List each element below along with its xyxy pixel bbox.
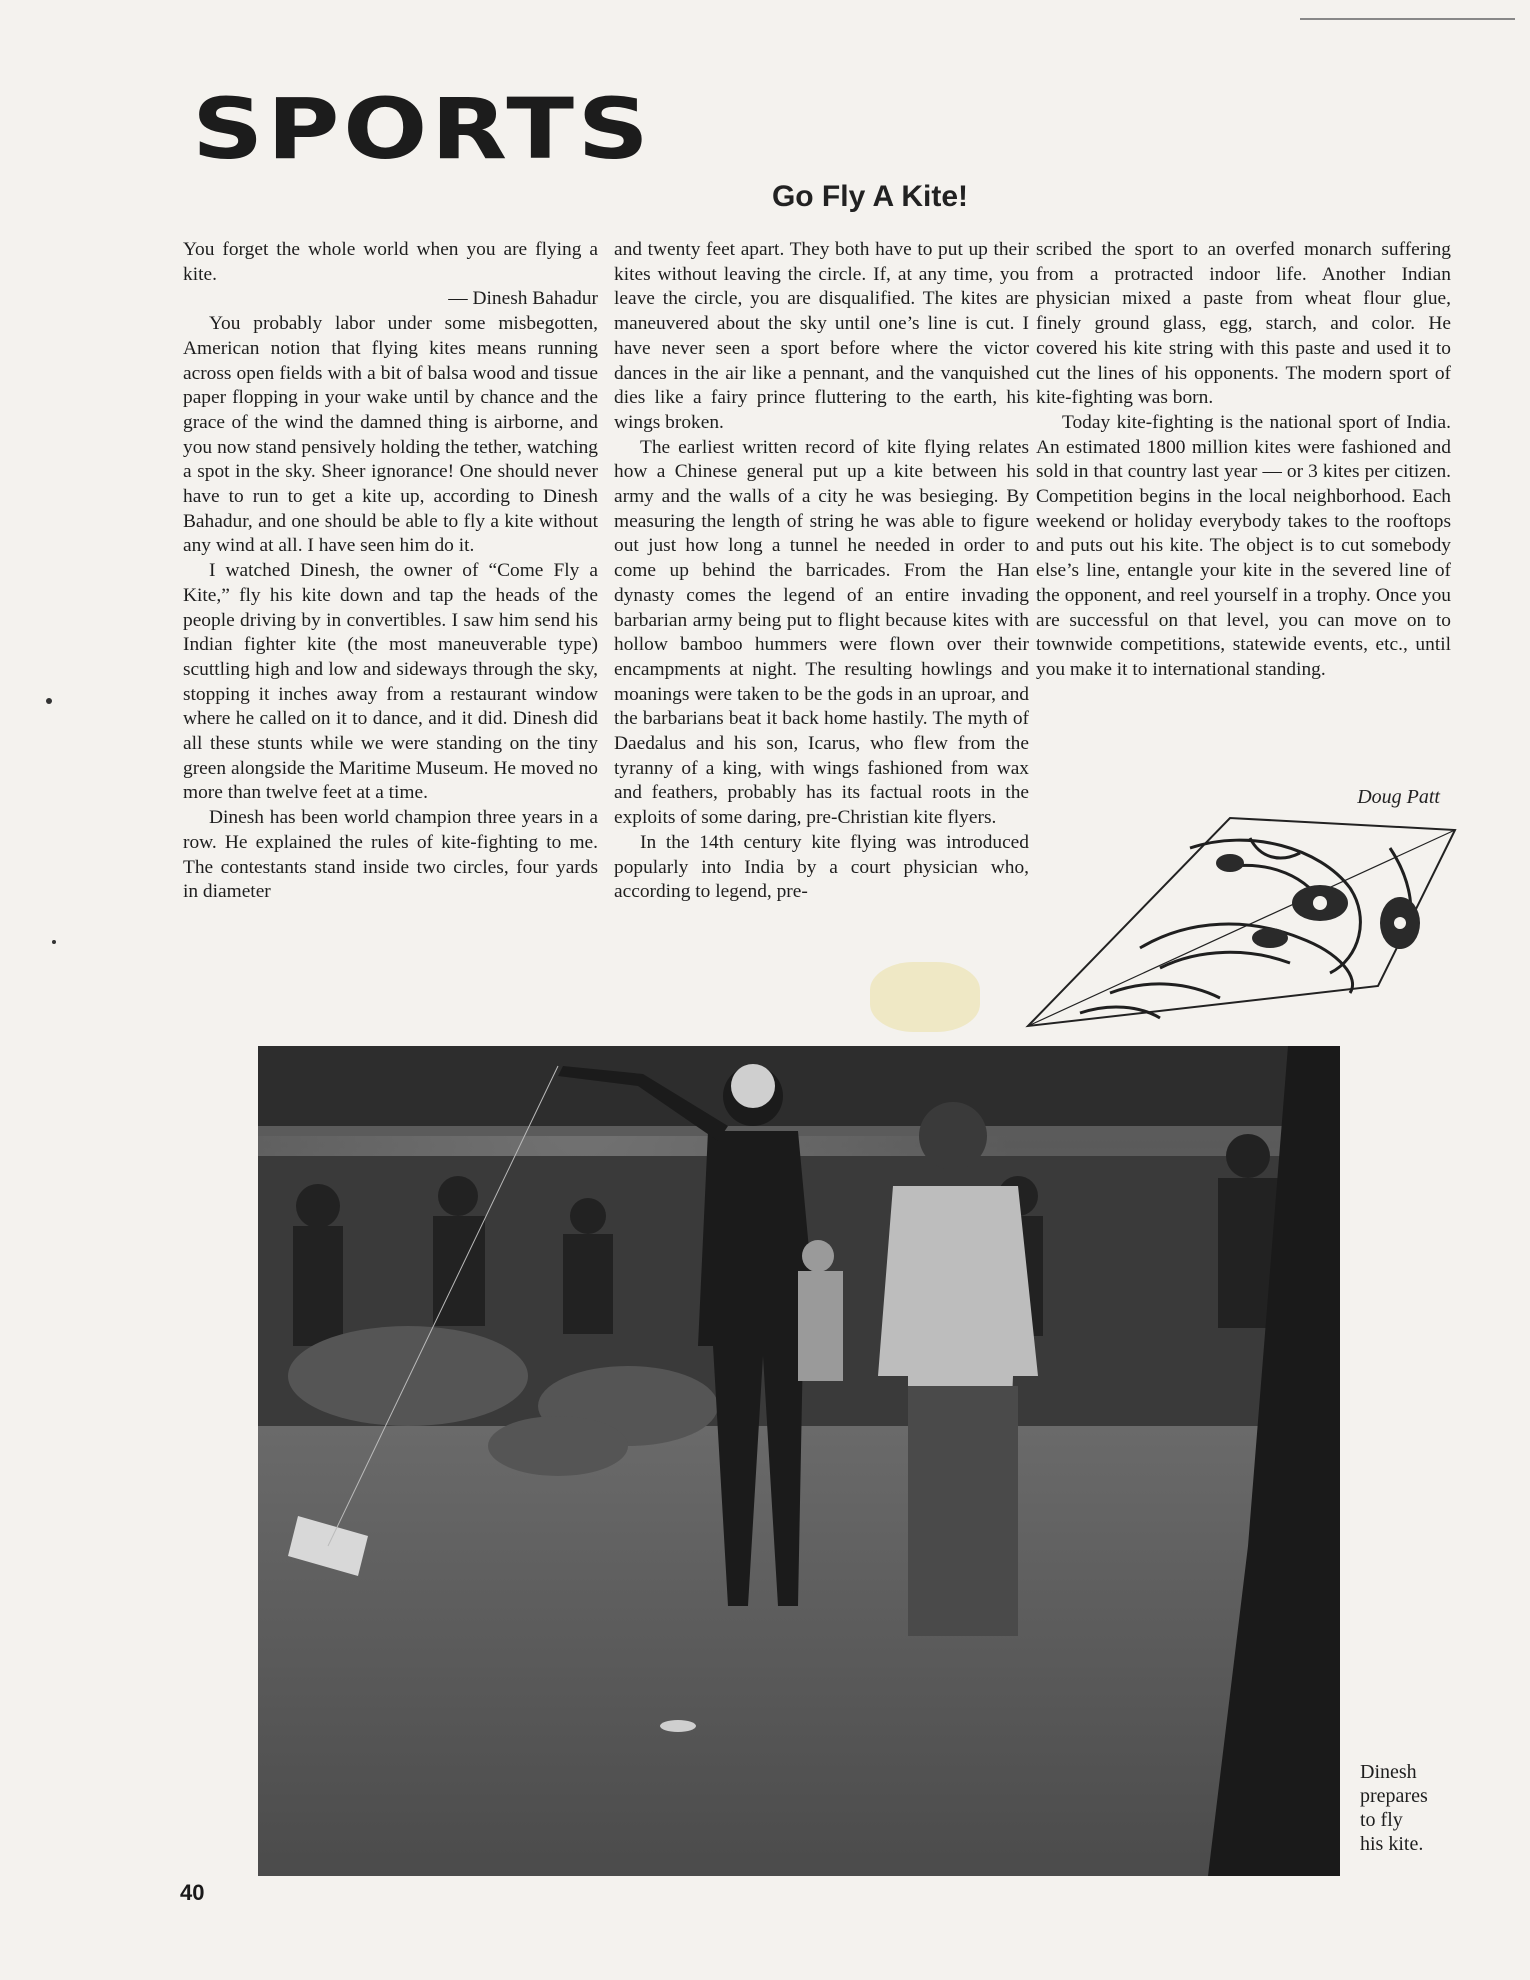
article-paragraph: You probably labor under some misbegotten, American notion that flying kites means running across open fields with a bit of balsa wood and tissue paper flopping in your wake until by chance and the grace of the wind the damned thing is airborne, and you now stand pensively holding the tether, watching a spot in the sky. Sheer ignorance! One should never have to run to get a kite up, according to Dinesh Bahadur, and one should be able to fly a kite without any wind at all. I have seen him do it. <box>183 313 598 557</box>
article-paragraph: I watched Dinesh, the owner of “Come Fly a Kite,” fly his kite down and tap the heads of the people driving by in convertibles. I saw him send his Indian fighter kite (the most maneuverable type) scuttling high and low and sideways through the sky, stopping it inches away from a restaurant window where he called on it to dance, and it did. Dinesh did all these stunts while we were standing on the tiny green alongside the Maritime Museum. He moved no more than twelve feet at a time. <box>183 560 598 804</box>
article-title: Go Fly A Kite! <box>771 180 969 213</box>
caption-line: to fly <box>1360 1809 1403 1831</box>
fighter-kite-illustration <box>1020 808 1480 1043</box>
caption-line: prepares <box>1360 1785 1428 1807</box>
photo-caption <box>1360 1760 1480 1856</box>
photo-scene <box>258 1046 1340 1876</box>
article-paragraph: scribed the sport to an overfed monarch suffering from a protracted indoor life. Another Indian physician mixed a paste from wheat flour glue, finely ground glass, egg, starch, and color. He covered his kite string with this paste and used it to cut the lines of his opponents. The modern sport of kite-fighting was born. <box>1036 239 1451 409</box>
paper-stain <box>870 962 980 1032</box>
article-column-3 <box>1036 238 1451 683</box>
article-paragraph: Dinesh has been world champion three years in a row. He explained the rules of kite-fighting to me. The contestants stand inside two circles, four yards in diameter <box>183 807 598 903</box>
article-paragraph: and twenty feet apart. They both have to put up their kites without leaving the circle. If, at any time, you leave the circle, you are disqualified. The kites are maneuvered about the sky until one’s line is cut. I have never seen a sport before where the victor dances in the air like a pennant, and the vanquished dies like a fairy prince fluttering to the earth, his wings broken. <box>614 239 1029 433</box>
article-paragraph: — Dinesh Bahadur <box>448 288 598 310</box>
page-number: 40 <box>180 1880 205 1905</box>
article-paragraph: Today kite-fighting is the national sport of India. An estimated 1800 million kites were fashioned and sold in that country last year — or 3 kites per citizen. Competition begins in the local neighborhood. Each weekend or holiday everybody takes to the rooftops and puts out his kite. The object is to cut somebody else’s line, entangle your kite in the severed line of the opponent, and reel yourself in a trophy. Once you are successful on that level, you can move on to townwide competitions, statewide events, etc., until you make it to international standing. <box>1036 411 1451 680</box>
photo-dinesh-flying-kite <box>258 1046 1340 1876</box>
scan-speck <box>52 940 56 944</box>
caption-line: his kite. <box>1360 1833 1424 1855</box>
author-byline: Doug Patt <box>1357 786 1440 808</box>
article-column-2 <box>614 238 1029 905</box>
article-paragraph: The earliest written record of kite flying relates how a Chinese general put up a kite between his army and the walls of a city he was besieging. By measuring the length of string he was able to figure out just how long a tunnel he needed in order to come up behind the barricades. From the Han dynasty comes the legend of an entire invading barbarian army being put to flight because kites with hollow bamboo hummers were flown over their encampments at night. The resulting howlings and moanings were taken to be the gods in an uproar, and the barbarians beat it back home hastily. The myth of Daedalus and his son, Icarus, who flew from the tyranny of a king, with wings fashioned from wax and feathers, probably has its factual roots in the exploits of some daring, pre-Christian kite flyers. <box>614 436 1029 829</box>
caption-line: Dinesh <box>1360 1761 1417 1783</box>
article-column-1 <box>183 238 598 905</box>
article-paragraph: In the 14th century kite flying was introduced popularly into India by a court physician who, according to legend, pre- <box>614 831 1029 903</box>
article-paragraph: You forget the whole world when you are flying a kite. <box>183 239 598 285</box>
top-rule <box>1300 18 1515 20</box>
scan-speck <box>46 698 52 704</box>
section-heading: SPORTS <box>192 80 653 178</box>
